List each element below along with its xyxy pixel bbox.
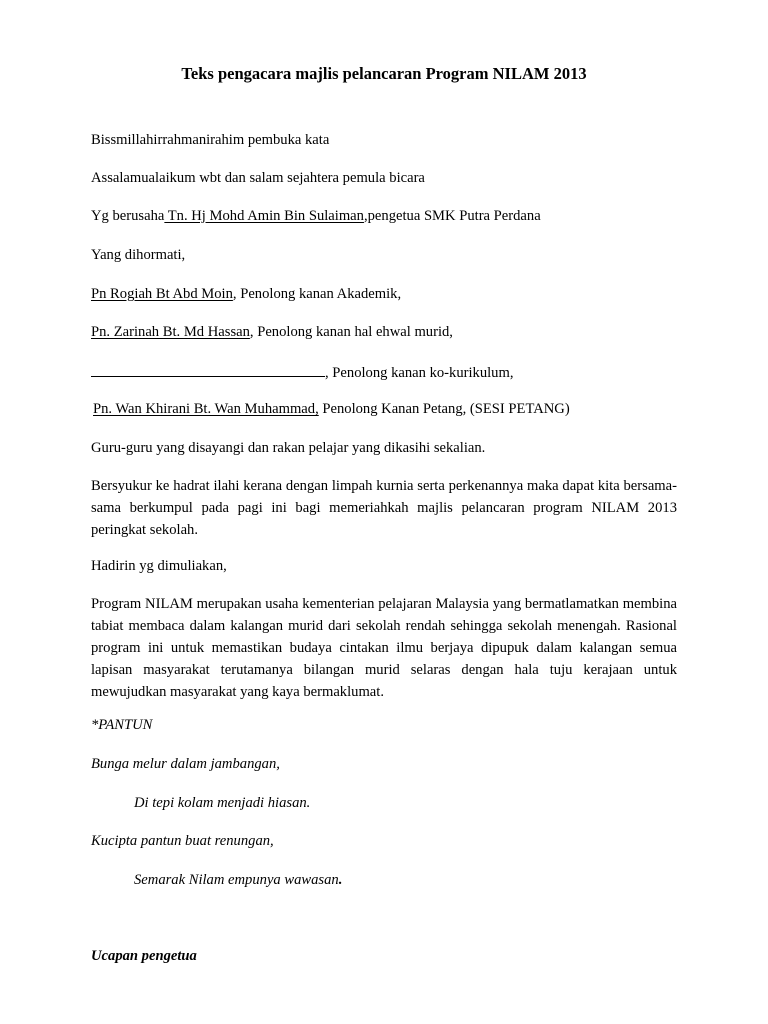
closing-heading: Ucapan pengetua xyxy=(91,948,197,964)
official-role: , Penolong kanan hal ehwal murid, xyxy=(249,324,453,340)
official-name: Pn. Zarinah Bt. Md Hassan xyxy=(91,324,250,340)
greeting-line: Assalamualaikum wbt dan salam sejahtera pemula bicara xyxy=(91,170,425,186)
opening-line: Bissmillahirrahmanirahim pembuka kata xyxy=(91,132,330,148)
pantun-period: . xyxy=(338,872,343,888)
official-role: , Penolong kanan ko-kurikulum, xyxy=(325,365,514,381)
official-name: Pn. Wan Khirani Bt. Wan Muhammad, xyxy=(93,401,319,417)
official-line xyxy=(91,285,401,303)
official-line xyxy=(91,323,453,341)
gratitude-paragraph: Bersyukur ke hadrat ilahi kerana dengan limpah kurnia serta perkenannya maka dapat kita bersama-sama berkumpul pada pagi ini bagi memeriahkah majlis pelancaran program NILAM 2013 peringkat sekolah. xyxy=(91,478,677,538)
pantun-line: Kucipta pantun buat renungan, xyxy=(91,833,274,849)
official-role: , Penolong kanan Akademik, xyxy=(232,286,402,302)
pantun-line: Bunga melur dalam jambangan, xyxy=(91,756,280,772)
program-paragraph: Program NILAM merupakan usaha kementerian pelajaran Malaysia yang bermatlamatkan membina tabiat membaca dalam kalangan murid dari sekolah rendah sehingga sekolah menengah. Rasional program ini untuk memastikan budaya cintakan ilmu berjaya dipupuk dalam kalangan semua lapisan masyarakat terutamanya bilangan murid selaras dengan hala tuju kerajaan untuk mewujudkan masyarakat yang kaya bermaklumat. xyxy=(91,596,677,700)
pantun-last-text: Semarak Nilam empunya wawasan xyxy=(134,872,339,888)
document-title: Teks pengacara majlis pelancaran Program NILAM 2013 xyxy=(181,64,587,83)
official-name: Pn Rogiah Bt Abd Moin xyxy=(91,286,233,302)
teachers-students-line: Guru-guru yang disayangi dan rakan pelajar yang dikasihi sekalian. xyxy=(91,440,486,456)
principal-prefix: Yg berusaha xyxy=(91,208,165,224)
official-line xyxy=(93,400,570,418)
audience-line: Hadirin yg dimuliakan, xyxy=(91,558,227,574)
principal-name: Tn. Hj Mohd Amin Bin Sulaiman xyxy=(164,208,364,224)
principal-suffix: ,pengetua SMK Putra Perdana xyxy=(363,208,541,224)
principal-line xyxy=(91,207,541,225)
pantun-line: Di tepi kolam menjadi hiasan. xyxy=(134,795,311,811)
official-line xyxy=(91,362,513,382)
respected-line: Yang dihormati, xyxy=(91,247,186,263)
official-role: Penolong Kanan Petang, (SESI PETANG) xyxy=(318,401,570,417)
pantun-line xyxy=(134,871,342,889)
pantun-heading: *PANTUN xyxy=(91,717,153,733)
blank-name-line xyxy=(91,362,325,377)
